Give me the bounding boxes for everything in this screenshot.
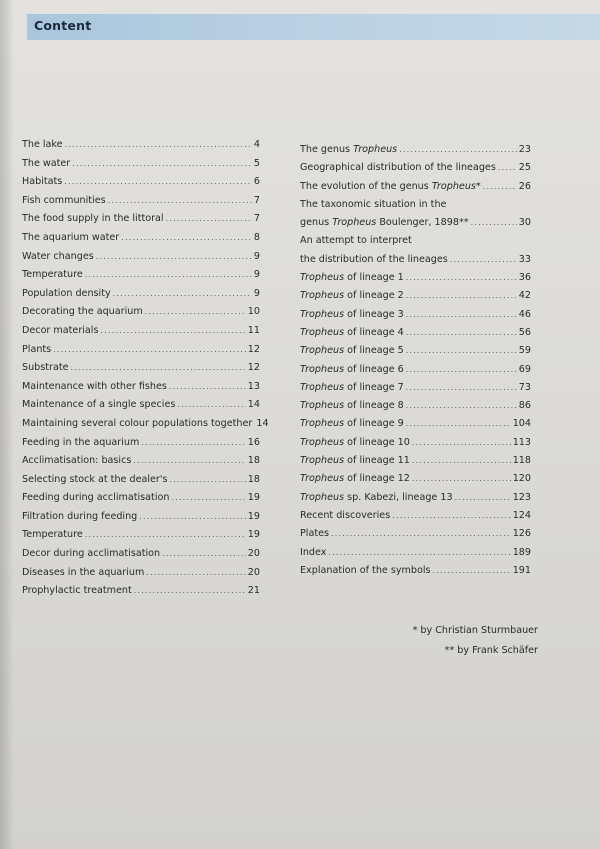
dot-leader (406, 346, 517, 355)
toc-entry-title: Substrate (22, 362, 69, 374)
toc-page-number: 18 (247, 473, 260, 485)
toc-entry-title: Tropheus sp. Kabezi, lineage 13 (300, 491, 453, 503)
toc-page-number: 19 (247, 492, 260, 504)
dot-leader (100, 326, 245, 335)
dot-leader (483, 182, 517, 191)
toc-entry (300, 144, 531, 162)
toc-entry-title: Population density (22, 287, 111, 299)
toc-entry-title: Water changes (22, 250, 94, 262)
toc-entry (300, 528, 531, 546)
toc-entry-title: Diseases in the aquarium (22, 566, 145, 578)
toc-page-number: 12 (247, 343, 260, 355)
toc-entry-title: the distribution of the lineages (300, 253, 448, 265)
dot-leader (141, 438, 245, 447)
toc-page-number: 189 (512, 546, 531, 558)
toc-entry (300, 235, 531, 253)
toc-entry (300, 382, 531, 400)
toc-entry-title: Explanation of the symbols (300, 564, 431, 576)
toc-entry (22, 399, 260, 418)
dot-leader (406, 419, 511, 428)
dot-leader (64, 177, 252, 186)
toc-entry (300, 492, 531, 510)
toc-entry-title: Decor during acclimatisation (22, 548, 161, 560)
dot-leader (406, 383, 517, 392)
toc-entry (22, 455, 260, 474)
toc-entry-title: Filtration during feeding (22, 510, 138, 522)
toc-page-number: 120 (512, 473, 531, 485)
dot-leader (331, 529, 511, 538)
toc-entry-title: Selecting stock at the dealer's (22, 473, 168, 485)
toc-entry (300, 473, 531, 491)
toc-entry (300, 272, 531, 290)
toc-page-number: 33 (518, 253, 531, 265)
toc-entry (22, 585, 260, 604)
toc-entry-title: Tropheus of lineage 10 (300, 436, 410, 448)
toc-page-number: 59 (518, 345, 531, 357)
toc-entry (300, 418, 531, 436)
toc-entry-title: Tropheus of lineage 7 (300, 381, 404, 393)
toc-page-number: 20 (247, 566, 260, 578)
dot-leader (85, 530, 246, 539)
dot-leader (121, 233, 252, 242)
toc-entry-title: Tropheus of lineage 4 (300, 326, 404, 338)
footnote-schaefer: ** by Frank Schäfer (444, 645, 538, 656)
toc-page-number: 104 (512, 418, 531, 430)
footnote-sturmbauer: * by Christian Sturmbauer (412, 625, 538, 636)
toc-entry (300, 290, 531, 308)
dot-leader (392, 511, 510, 520)
toc-page-number: 126 (512, 528, 531, 540)
toc-entry-title: Tropheus of lineage 6 (300, 363, 404, 375)
dot-leader (113, 289, 252, 298)
toc-entry (300, 455, 531, 473)
toc-entry (300, 510, 531, 528)
toc-entry-title: Tropheus of lineage 11 (300, 455, 410, 467)
toc-page-number: 5 (253, 157, 260, 169)
dot-leader (85, 270, 252, 279)
toc-entry-title: The food supply in the littoral (22, 213, 164, 225)
toc-entry (300, 364, 531, 382)
toc-entry (22, 232, 260, 251)
dot-leader (455, 493, 511, 502)
toc-entry (22, 474, 260, 493)
toc-entry-title: Tropheus of lineage 1 (300, 272, 404, 284)
toc-page-number: 9 (253, 269, 260, 281)
toc-page-number: 10 (247, 306, 260, 318)
toc-entry-title: Decorating the aquarium (22, 306, 143, 318)
toc-entry (300, 437, 531, 455)
toc-entry-title: Tropheus of lineage 2 (300, 290, 404, 302)
dot-leader (406, 365, 517, 374)
toc-entry-title: Feeding during acclimatisation (22, 492, 170, 504)
toc-page-number: 11 (247, 324, 260, 336)
toc-page-number: 6 (253, 176, 260, 188)
toc-page-number: 7 (253, 213, 260, 225)
dot-leader (139, 512, 246, 521)
toc-entry (22, 288, 260, 307)
toc-page-number: 26 (518, 180, 531, 192)
toc-page-number: 123 (512, 491, 531, 503)
dot-leader (169, 382, 246, 391)
toc-page-number: 118 (512, 455, 531, 467)
toc-entry (300, 345, 531, 363)
toc-entry (22, 492, 260, 511)
toc-entry-title: An attempt to interpret (300, 235, 412, 247)
toc-page-number: 191 (512, 564, 531, 576)
dot-leader (412, 456, 511, 465)
toc-entry (22, 139, 260, 158)
toc-entry (22, 158, 260, 177)
dot-leader (412, 438, 511, 447)
dot-leader (328, 548, 510, 557)
toc-entry-title: Plants (22, 343, 52, 355)
dot-leader (53, 345, 246, 354)
toc-entry-title: The genus Tropheus (300, 144, 398, 155)
toc-page-number: 20 (247, 548, 260, 560)
toc-page-number: 56 (518, 326, 531, 338)
dot-leader (450, 255, 517, 264)
toc-page-number: 113 (512, 436, 531, 448)
dot-leader (177, 400, 245, 409)
toc-entry-title: Feeding in the aquarium (22, 436, 140, 448)
toc-entry-title: genus Tropheus Boulenger, 1898** (300, 217, 469, 229)
header-band (27, 14, 600, 40)
dot-leader (108, 196, 252, 205)
toc-entry (22, 269, 260, 288)
toc-entry (22, 251, 260, 270)
page-shadow (0, 0, 14, 849)
toc-entry-title: Tropheus of lineage 3 (300, 308, 404, 320)
toc-page-number: 86 (518, 400, 531, 412)
toc-entry-title: Tropheus of lineage 5 (300, 345, 404, 357)
dot-leader (406, 328, 517, 337)
toc-entry (22, 325, 260, 344)
toc-entry-title: The evolution of the genus Tropheus* (300, 180, 481, 192)
toc-entry (22, 417, 269, 437)
dot-leader (96, 252, 252, 261)
dot-leader (170, 475, 246, 484)
dot-leader (145, 307, 246, 316)
toc-page-number: 13 (247, 380, 260, 392)
dot-leader (406, 291, 517, 300)
toc-entry (300, 254, 531, 272)
toc-page-number: 30 (518, 217, 531, 229)
toc-entry (22, 176, 260, 195)
dot-leader (498, 163, 517, 172)
toc-entry (300, 547, 531, 565)
dot-leader (71, 363, 246, 372)
toc-entry-title: Habitats (22, 176, 63, 188)
toc-entry (22, 362, 260, 381)
toc-entry (22, 381, 260, 400)
toc-page-number: 9 (253, 287, 260, 299)
dot-leader (471, 218, 517, 227)
dot-leader (406, 273, 517, 282)
toc-page-number: 12 (247, 362, 260, 374)
toc-entry-title: Tropheus of lineage 8 (300, 400, 404, 412)
toc-entry (300, 181, 531, 199)
toc-entry (300, 400, 531, 418)
toc-entry (22, 213, 260, 232)
toc-right-column (300, 144, 531, 583)
toc-entry (22, 529, 260, 548)
toc-entry (22, 344, 260, 363)
toc-entry-title: Index (300, 546, 327, 558)
dot-leader (171, 493, 245, 502)
toc-entry (300, 565, 531, 583)
toc-left-column (22, 139, 269, 604)
dot-leader (412, 474, 511, 483)
toc-entry-title: Temperature (22, 529, 83, 541)
toc-entry (22, 548, 260, 567)
toc-entry-title: Acclimatisation: basics (22, 455, 132, 467)
toc-entry-title: The lake (22, 139, 63, 150)
toc-entry (300, 327, 531, 345)
toc-entry-title: Prophylactic treatment (22, 585, 132, 597)
toc-page-number: 16 (247, 436, 260, 448)
dot-leader (399, 145, 517, 154)
page-title: Content (34, 18, 92, 33)
toc-page-number: 42 (518, 290, 531, 302)
toc-entry (22, 195, 260, 214)
toc-page-number: 21 (247, 585, 260, 597)
toc-entry-title: Decor materials (22, 324, 99, 336)
toc-page-number: 46 (518, 308, 531, 320)
toc-page-number: 19 (247, 510, 260, 522)
dot-leader (146, 568, 245, 577)
toc-entry-title: Maintaining several colour populations together (22, 417, 253, 429)
dot-leader (134, 586, 246, 595)
toc-page-number: 4 (253, 139, 260, 150)
toc-page-number: 19 (247, 529, 260, 541)
dot-leader (433, 566, 511, 575)
dot-leader (72, 159, 252, 168)
dot-leader (162, 549, 246, 558)
toc-page-number: 73 (518, 381, 531, 393)
toc-entry (22, 306, 260, 325)
toc-page-number: 7 (253, 194, 260, 206)
dot-leader (406, 401, 517, 410)
toc-page-number: 14 (256, 417, 269, 429)
toc-entry-title: Geographical distribution of the lineages (300, 162, 496, 174)
toc-entry (22, 511, 260, 530)
dot-leader (133, 456, 245, 465)
toc-page-number: 18 (247, 455, 260, 467)
toc-page-number: 14 (247, 399, 260, 411)
toc-entry (300, 217, 531, 235)
toc-page-number: 9 (253, 250, 260, 262)
toc-entry-title: Recent discoveries (300, 509, 391, 521)
toc-entry-title: Tropheus of lineage 9 (300, 418, 404, 430)
toc-entry-title: Fish communities (22, 194, 106, 206)
dot-leader (65, 140, 252, 149)
toc-entry (22, 567, 260, 586)
dot-leader (406, 310, 517, 319)
toc-page-number: 124 (512, 509, 531, 521)
dot-leader (166, 214, 252, 223)
toc-entry-title: The aquarium water (22, 231, 120, 243)
toc-entry-title: Tropheus of lineage 12 (300, 473, 410, 485)
toc-page-number: 36 (518, 272, 531, 284)
toc-entry-title: The water (22, 157, 71, 169)
toc-entry-title: Temperature (22, 269, 83, 281)
toc-entry-title: Maintenance of a single species (22, 399, 176, 411)
toc-entry (300, 309, 531, 327)
toc-entry-title: Plates (300, 528, 329, 540)
toc-page-number: 69 (518, 363, 531, 375)
toc-page-number: 8 (253, 231, 260, 243)
toc-page-number: 25 (518, 162, 531, 174)
toc-entry (300, 162, 531, 180)
toc-entry (22, 437, 260, 456)
toc-page-number: 23 (518, 144, 531, 155)
toc-entry-title: The taxonomic situation in the (300, 198, 447, 210)
toc-entry-title: Maintenance with other fishes (22, 380, 167, 392)
toc-entry (300, 199, 531, 217)
